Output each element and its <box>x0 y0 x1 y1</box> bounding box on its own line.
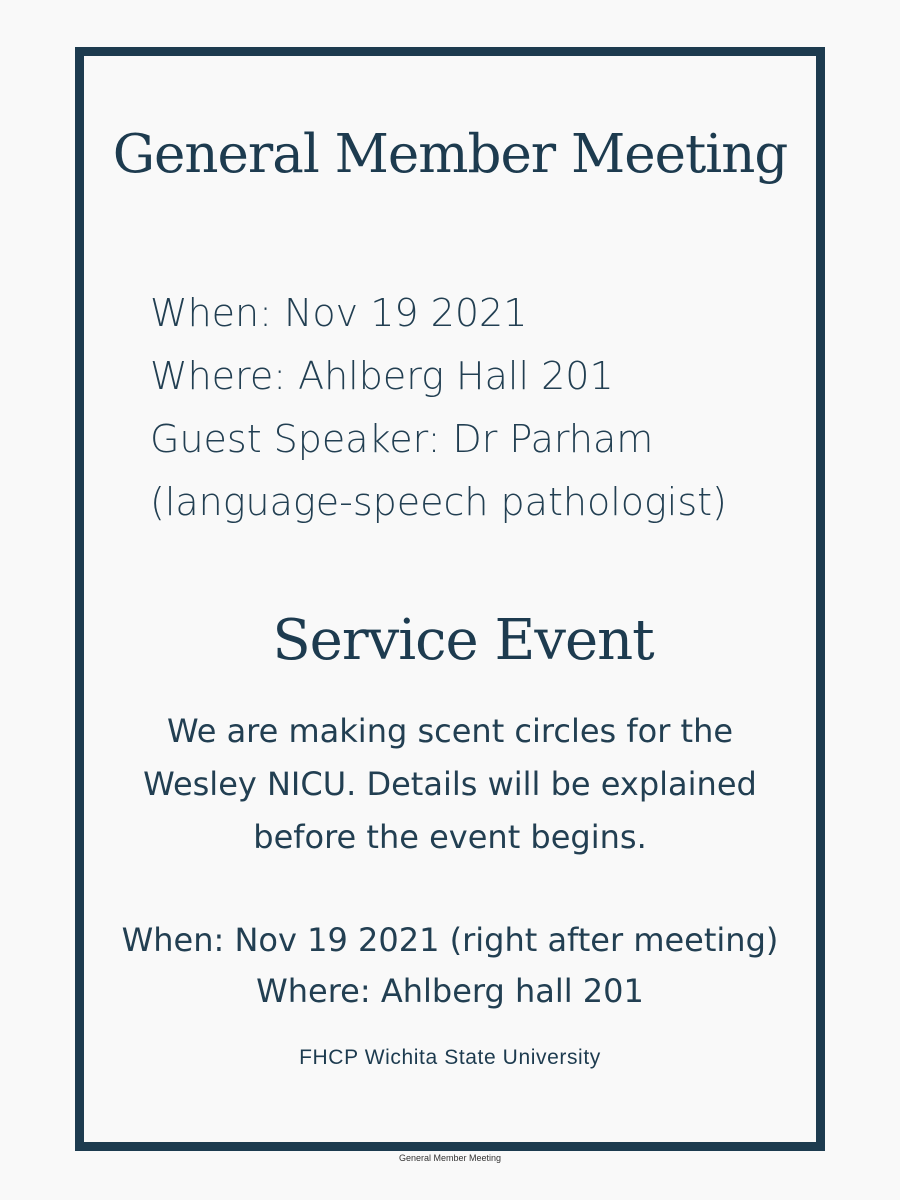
service-description-line: before the event begins. <box>253 818 647 856</box>
service-where: Where: Ahlberg hall 201 <box>256 972 644 1010</box>
meeting-speaker: Guest Speaker: Dr Parham <box>150 417 654 461</box>
service-description-line: We are making scent circles for the <box>166 712 734 750</box>
meeting-when: When: Nov 19 2021 <box>150 291 528 335</box>
footer-caption: General Member Meeting <box>398 1153 502 1163</box>
meeting-title: General Member Meeting <box>112 124 788 185</box>
meeting-speaker-role: (language-speech pathologist) <box>150 480 727 524</box>
service-description <box>0 705 900 864</box>
meeting-where: Where: Ahlberg Hall 201 <box>150 354 614 398</box>
service-when: When: Nov 19 2021 (right after meeting) <box>121 921 779 959</box>
meeting-details <box>150 282 727 534</box>
service-title: Service Event <box>272 608 654 673</box>
organization-name: FHCP Wichita State University <box>299 1046 601 1069</box>
service-schedule <box>0 915 900 1017</box>
service-description-line: Wesley NICU. Details will be explained <box>143 765 757 803</box>
